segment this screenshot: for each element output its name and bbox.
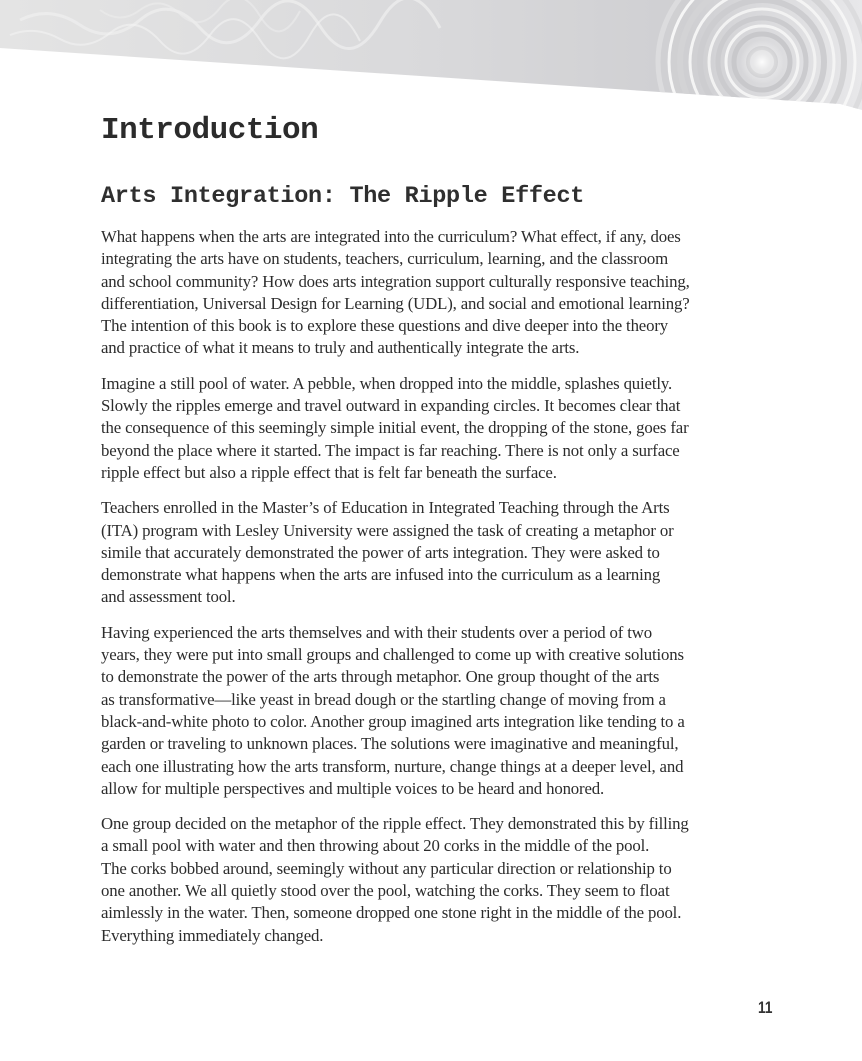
text-line: demonstrate what happens when the arts are infused into the curriculum as a learning [101, 565, 661, 585]
text-line: Slowly the ripples emerge and travel outward in expanding circles. It becomes clear that [101, 396, 681, 416]
paragraph-2 [101, 373, 761, 484]
text-line: What happens when the arts are integrated into the curriculum? What effect, if any, does [101, 227, 681, 246]
text-line: Teachers enrolled in the Master’s of Education in Integrated Teaching through the Arts [101, 498, 670, 518]
text-line: garden or traveling to unknown places. The solutions were imaginative and meaningful, [101, 734, 679, 754]
text-line: (ITA) program with Lesley University were assigned the task of creating a metaphor or [101, 520, 674, 540]
text-line: as transformative—like yeast in bread dough or the startling change of moving from a [101, 689, 666, 709]
text-line: Having experienced the arts themselves and with their students over a period of two [101, 622, 652, 642]
paragraph-4 [101, 622, 761, 800]
text-line: aimlessly in the water. Then, someone dropped one stone right in the middle of the pool. [101, 903, 682, 923]
text-line: and school community? How does arts integration support culturally responsive teaching, [101, 271, 690, 291]
text-line: each one illustrating how the arts transform, nurture, change things at a deeper level, and [101, 756, 684, 776]
text-line: integrating the arts have on students, teachers, curriculum, learning, and the classroom [101, 249, 668, 269]
section-title: Arts Integration: The Ripple Effect [101, 183, 585, 210]
text-line: ripple effect but also a ripple effect that is felt far beneath the surface. [101, 462, 557, 482]
text-line: black-and-white photo to color. Another group imagined arts integration like tending to a [101, 711, 685, 731]
text-line: beyond the place where it started. The impact is far reaching. There is not only a surface [101, 440, 680, 460]
page-title: Introduction [101, 113, 319, 148]
page-number: 11 [758, 998, 773, 1017]
ripple-banner [0, 0, 862, 110]
text-line: allow for multiple perspectives and multiple voices to be heard and honored. [101, 778, 605, 798]
text-line: to demonstrate the power of the arts through metaphor. One group thought of the arts [101, 667, 660, 687]
text-line: a small pool with water and then throwing about 20 corks in the middle of the pool. [101, 836, 650, 856]
text-line: one another. We all quietly stood over the pool, watching the corks. They seem to float [101, 881, 670, 901]
paragraph-5 [101, 813, 761, 947]
text-line: simile that accurately demonstrated the power of arts integration. They were asked to [101, 542, 660, 562]
text-line: The intention of this book is to explore these questions and dive deeper into the theory [101, 316, 669, 336]
text-line: and assessment tool. [101, 587, 236, 607]
text-line: Everything immediately changed. [101, 925, 324, 945]
text-line: and practice of what it means to truly and authentically integrate the arts. [101, 338, 580, 358]
text-line: The corks bobbed around, seemingly without any particular direction or relationship to [101, 858, 672, 878]
body-text [101, 226, 761, 960]
text-line: years, they were put into small groups and challenged to come up with creative solutions [101, 645, 684, 665]
text-line: One group decided on the metaphor of the ripple effect. They demonstrated this by filling [101, 814, 689, 834]
text-line: Imagine a still pool of water. A pebble, when dropped into the middle, splashes quietly. [101, 373, 673, 393]
paragraph-1 [101, 226, 761, 360]
paragraph-3 [101, 497, 761, 608]
text-line: differentiation, Universal Design for Learning (UDL), and social and emotional learning? [101, 293, 690, 313]
text-line: the consequence of this seemingly simple initial event, the dropping of the stone, goes far [101, 418, 689, 438]
